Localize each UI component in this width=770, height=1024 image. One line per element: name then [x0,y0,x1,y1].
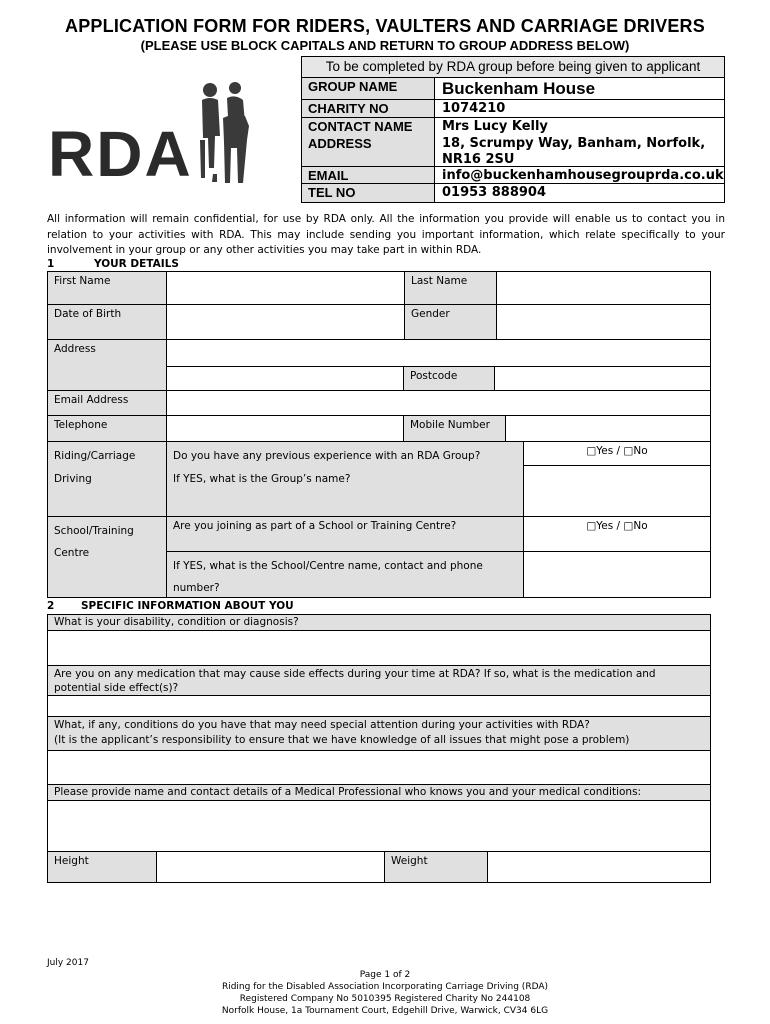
section2-number: 2 [47,600,55,612]
riding-group-name-field[interactable] [523,465,711,517]
school-question-2: If YES, what is the School/Centre name, contact and phone number? [166,551,524,598]
charity-no-label: CHARITY NO [302,100,435,117]
riding-question: Do you have any previous experience with an RDA Group? [173,450,481,462]
first-name-label: First Name [47,271,167,305]
address-value: 18, Scrumpy Way, Banham, Norfolk, NR16 2SU [442,136,706,167]
group-box-heading: To be completed by RDA group before being given to applicant [302,57,724,78]
email-label: EMAIL [302,167,435,183]
rda-logo [48,78,248,188]
group-name-label: GROUP NAME [302,78,435,99]
conditions-question-line1: What, if any, conditions do you have that may need special attention during your activities with RDA? [54,719,590,731]
contact-name-label: CONTACT NAME [302,118,435,135]
section2-title: SPECIFIC INFORMATION ABOUT YOU [81,600,294,612]
mobile-field[interactable] [505,415,711,442]
address-field-line2[interactable] [166,366,404,391]
school-label-line2: Centre [54,547,90,559]
email-address-field[interactable] [166,390,711,416]
address-label: ADDRESS [302,135,435,166]
footer-page: Page 1 of 2 [359,970,411,980]
medical-professional-field[interactable] [47,800,711,852]
riding-question-cell [166,441,524,517]
footer-date: July 2017 [47,958,89,968]
school-yes-no[interactable]: □Yes / □No [523,516,711,552]
mobile-label: Mobile Number [403,415,506,442]
disability-question: What is your disability, condition or diagnosis? [47,614,711,631]
footer-line2: Registered Company No 5010395 Registered Charity No 244108 [239,994,531,1004]
horse-rider-icon [193,78,253,188]
group-row-email [302,167,724,184]
group-row-tel [302,184,724,202]
email-value: info@buckenhamhousegrouprda.co.uk [442,168,724,183]
conditions-field[interactable] [47,750,711,785]
height-field[interactable] [156,851,385,883]
dob-field[interactable] [166,304,405,340]
medical-professional-question: Please provide name and contact details of a Medical Professional who knows you and your medical conditions: [47,784,711,801]
group-details-box [301,56,725,203]
riding-label-line2: Driving [54,473,92,485]
section1-number: 1 [47,258,55,270]
email-address-label: Email Address [47,390,167,416]
contact-name-value: Mrs Lucy Kelly [442,119,548,134]
riding-label-line1: Riding/Carriage [54,450,136,462]
charity-no-value: 1074210 [442,101,506,116]
telephone-label: Telephone [47,415,167,442]
riding-carriage-label [47,441,167,517]
tel-no-value: 01953 888904 [442,185,547,200]
school-training-label [47,516,167,598]
medication-field[interactable] [47,695,711,717]
conditions-question-line2: (It is the applicant’s responsibility to ensure that we have knowledge of all issues that might pose a problem) [54,734,630,746]
weight-field[interactable] [487,851,711,883]
school-details-field[interactable] [523,551,711,598]
school-label-line1: School/Training [54,525,134,537]
intro-paragraph: All information will remain confidential, for use by RDA only. All the information you provide will enable us to contact you in relation to your activities with RDA. This may include sending you important information, which relate specifically to your involvement in your group or any other activities you may take part in within RDA. [47,213,725,256]
group-row-charity [302,100,724,118]
school-question: Are you joining as part of a School or Training Centre? [166,516,524,552]
form-subtitle: (PLEASE USE BLOCK CAPITALS AND RETURN TO GROUP ADDRESS BELOW) [140,38,630,53]
group-row-name [302,78,724,100]
height-label: Height [47,851,157,883]
postcode-field[interactable] [494,366,711,391]
disability-field[interactable] [47,630,711,666]
footer-line1: Riding for the Disabled Association Incorporating Carriage Driving (RDA) [221,982,549,992]
postcode-label: Postcode [403,366,495,391]
first-name-field[interactable] [166,271,405,305]
riding-yes-no[interactable]: □Yes / □No [523,441,711,466]
telephone-field[interactable] [166,415,404,442]
form-title: APPLICATION FORM FOR RIDERS, VAULTERS AND CARRIAGE DRIVERS [65,16,705,36]
section1-title: YOUR DETAILS [94,258,179,270]
gender-label: Gender [404,304,497,340]
last-name-field[interactable] [496,271,711,305]
logo-text: RDA [48,118,193,190]
gender-field[interactable] [496,304,711,340]
group-row-contact [302,118,724,135]
dob-label: Date of Birth [47,304,167,340]
weight-label: Weight [384,851,488,883]
address-field-label: Address [47,339,167,391]
medication-question: Are you on any medication that may cause side effects during your time at RDA? If so, what is the medication and potential side effect(s)? [47,665,711,696]
last-name-label: Last Name [404,271,497,305]
group-row-address [302,135,724,167]
address-field[interactable] [166,339,711,367]
riding-question-2: If YES, what is the Group’s name? [173,473,351,485]
footer-line3: Norfolk House, 1a Tournament Court, Edgehill Drive, Warwick, CV34 6LG [221,1006,549,1016]
conditions-question [47,716,711,751]
group-name-value: Buckenham House [442,79,596,98]
tel-no-label: TEL NO [302,184,435,202]
